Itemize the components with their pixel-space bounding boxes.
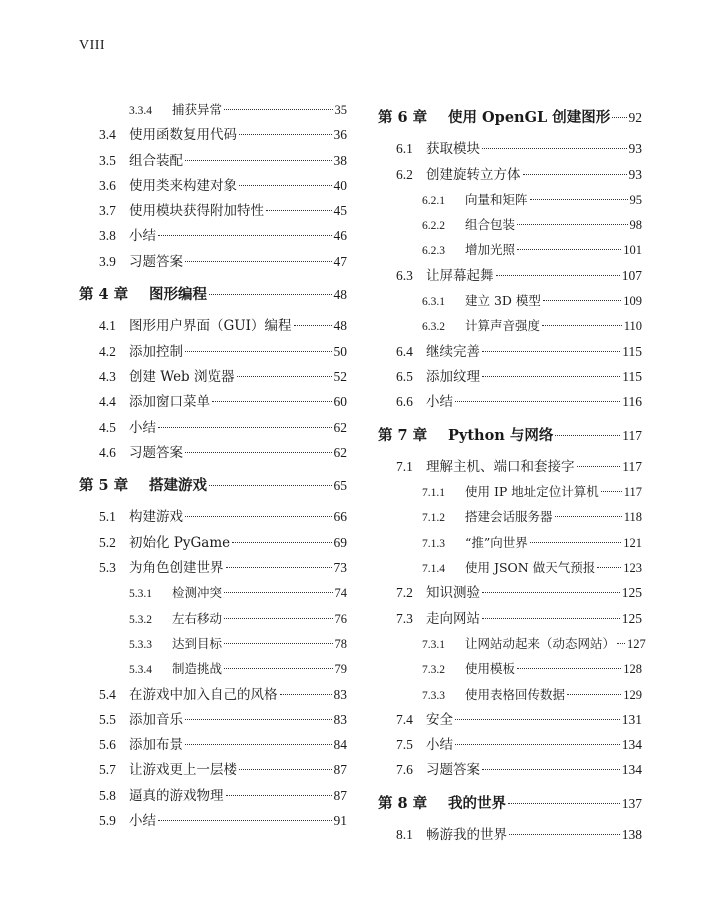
- toc-section-entry: [79, 148, 347, 173]
- toc-entry-title: 左右移动: [172, 610, 223, 626]
- toc-entry-number: 5.3.4: [129, 664, 152, 677]
- toc-leader-dots: [517, 224, 627, 225]
- toc-entry-page: 127: [627, 636, 646, 651]
- toc-entry-number: 3.5: [99, 152, 116, 168]
- toc-leader-dots: [542, 325, 622, 326]
- toc-entry-page: 121: [623, 535, 642, 550]
- toc-entry-number: 第 4 章: [79, 286, 129, 304]
- toc-entry-number: 6.5: [396, 368, 413, 384]
- toc-entry-page: 116: [622, 394, 642, 410]
- toc-entry-page: 91: [333, 813, 347, 829]
- toc-section-entry: [378, 263, 642, 288]
- toc-leader-dots: [482, 351, 620, 352]
- toc-entry-title: 建立 3D 模型: [465, 293, 541, 309]
- toc-entry-number: 6.2.3: [422, 245, 445, 258]
- toc-entry-page: 50: [333, 343, 347, 359]
- toc-entry-title: 使用表格回传数据: [465, 686, 566, 702]
- toc-entry-title: 小结: [426, 737, 453, 754]
- toc-section-entry: [79, 173, 347, 198]
- toc-entry-number: 6.3.2: [422, 321, 445, 334]
- toc-entry-number: 3.3.4: [129, 105, 152, 117]
- toc-section-entry: [79, 415, 347, 440]
- toc-entry-page: 38: [333, 152, 347, 168]
- toc-entry-number: 7.3.2: [422, 664, 445, 677]
- toc-entry-title: 创建旋转立方体: [426, 166, 521, 183]
- toc-entry-title: 使用模板: [465, 661, 516, 677]
- toc-entry-title: 构建游戏: [129, 509, 183, 526]
- toc-entry-title: “推”向世界: [465, 534, 528, 550]
- toc-entry-number: 7.1.2: [422, 512, 445, 525]
- toc-section-entry: [79, 757, 347, 782]
- toc-leader-dots: [530, 199, 628, 200]
- toc-entry-number: 7.4: [396, 711, 413, 727]
- toc-entry-title: 使用类来构建对象: [129, 177, 237, 194]
- toc-entry-page: 69: [333, 534, 347, 550]
- toc-entry-page: 79: [334, 662, 347, 677]
- toc-section-entry: [79, 364, 347, 389]
- toc-entry-page: 115: [622, 368, 642, 384]
- toc-leader-dots: [239, 769, 332, 770]
- toc-entry-title: 理解主机、端口和套接字: [426, 458, 575, 475]
- toc-section-entry: [79, 555, 347, 580]
- toc-entry-number: 3.9: [99, 253, 116, 269]
- toc-leader-dots: [543, 300, 621, 301]
- toc-entry-title: 习题答案: [129, 444, 183, 461]
- toc-section-entry: [79, 707, 347, 732]
- toc-entry-page: 87: [333, 762, 347, 778]
- toc-section-entry: [79, 122, 347, 147]
- toc-entry-page: 76: [334, 611, 347, 626]
- toc-chapter-entry: [79, 282, 347, 307]
- toc-entry-page: 138: [621, 827, 642, 843]
- toc-section-entry: [79, 339, 347, 364]
- toc-leader-dots: [266, 210, 332, 211]
- toc-entry-title: 安全: [426, 711, 453, 728]
- toc-subsection-entry: [79, 606, 347, 631]
- toc-entry-number: 5.3: [99, 560, 116, 576]
- toc-section-entry: [378, 757, 642, 782]
- toc-subsection-entry: [79, 656, 347, 681]
- toc-leader-dots: [482, 148, 627, 149]
- toc-leader-dots: [482, 592, 620, 593]
- toc-entry-title: 使用 IP 地址定位计算机: [465, 484, 599, 500]
- toc-section-entry: [378, 580, 642, 605]
- toc-entry-page: 46: [333, 228, 347, 244]
- toc-entry-page: 45: [333, 203, 347, 219]
- toc-entry-title: 让游戏更上一层楼: [129, 762, 237, 779]
- toc-entry-title: 畅游我的世界: [426, 827, 507, 844]
- toc-entry-number: 5.8: [99, 787, 116, 803]
- toc-entry-number: 4.5: [99, 419, 116, 435]
- toc-leader-dots: [601, 491, 622, 492]
- toc-entry-title: 添加纹理: [426, 368, 480, 385]
- toc-section-entry: [378, 339, 642, 364]
- toc-leader-dots: [226, 795, 332, 796]
- page-number: VIII: [79, 38, 106, 53]
- toc-entry-title: 知识测验: [426, 585, 480, 602]
- toc-entry-title: 使用 OpenGL 创建图形: [448, 109, 611, 126]
- toc-entry-title: 达到目标: [172, 635, 223, 651]
- toc-entry-number: 4.2: [99, 343, 116, 359]
- toc-leader-dots: [517, 668, 621, 669]
- toc-entry-title: 计算声音强度: [465, 318, 541, 334]
- toc-entry-page: 78: [334, 636, 347, 651]
- toc-leader-dots: [577, 466, 621, 467]
- toc-leader-dots: [482, 376, 620, 377]
- toc-entry-number: 5.3.3: [129, 638, 152, 651]
- toc-entry-number: 3.8: [99, 228, 116, 244]
- toc-entry-page: 62: [333, 419, 347, 435]
- toc-entry-page: 101: [623, 243, 642, 258]
- toc-entry-title: 图形编程: [149, 286, 207, 304]
- toc-entry-number: 7.1.1: [422, 487, 445, 500]
- toc-right-column: [378, 97, 646, 847]
- toc-entry-title: 小结: [426, 394, 453, 411]
- toc-entry-number: 5.3.1: [129, 588, 152, 601]
- toc-subsection-entry: [378, 682, 642, 707]
- toc-entry-number: 7.3.3: [422, 689, 445, 702]
- toc-leader-dots: [224, 109, 332, 110]
- toc-section-entry: [79, 313, 347, 338]
- toc-entry-number: 8.1: [396, 827, 413, 843]
- toc-entry-number: 7.6: [396, 762, 413, 778]
- toc-entry-number: 7.5: [396, 737, 413, 753]
- toc-entry-page: 123: [623, 561, 642, 576]
- toc-leader-dots: [185, 261, 332, 262]
- toc-entry-title: 逼真的游戏物理: [129, 787, 224, 804]
- toc-leader-dots: [567, 694, 621, 695]
- toc-section-entry: [378, 364, 642, 389]
- toc-subsection-entry: [378, 530, 642, 555]
- toc-entry-page: 84: [333, 737, 347, 753]
- toc-section-entry: [79, 682, 347, 707]
- toc-subsection-entry: [378, 187, 642, 212]
- toc-entry-title: 使用模块获得附加特性: [129, 203, 264, 220]
- toc-entry-title: 走向网站: [426, 610, 480, 627]
- toc-section-entry: [79, 504, 347, 529]
- toc-entry-number: 5.9: [99, 813, 116, 829]
- toc-entry-page: 107: [621, 267, 642, 283]
- toc-entry-title: 向量和矩阵: [465, 191, 528, 207]
- toc-leader-dots: [158, 820, 332, 821]
- toc-entry-title: 制造挑战: [172, 661, 223, 677]
- toc-entry-title: 搭建会话服务器: [465, 509, 553, 525]
- toc-leader-dots: [224, 643, 332, 644]
- toc-section-entry: [378, 389, 642, 414]
- toc-entry-title: 获取模块: [426, 141, 480, 158]
- toc-subsection-entry: [378, 212, 642, 237]
- toc-leader-dots: [158, 427, 332, 428]
- toc-entry-title: 为角色创建世界: [129, 560, 224, 577]
- toc-leader-dots: [523, 174, 627, 175]
- toc-entry-number: 6.4: [396, 343, 413, 359]
- toc-leader-dots: [158, 235, 332, 236]
- toc-chapter-entry: [378, 423, 642, 448]
- toc-entry-title: 添加布景: [129, 737, 183, 754]
- toc-leader-dots: [209, 294, 332, 295]
- toc-section-entry: [378, 454, 642, 479]
- toc-leader-dots: [455, 744, 620, 745]
- toc-subsection-entry: [378, 288, 642, 313]
- toc-entry-title: 让网站动起来（动态网站）: [465, 635, 616, 651]
- toc-leader-dots: [224, 618, 332, 619]
- toc-entry-page: 48: [333, 318, 347, 334]
- toc-entry-title: 增加光照: [465, 242, 516, 258]
- toc-entry-number: 4.6: [99, 444, 116, 460]
- toc-entry-page: 128: [623, 662, 642, 677]
- toc-entry-number: 5.4: [99, 686, 116, 702]
- toc-leader-dots: [280, 694, 332, 695]
- toc-entry-number: 6.3: [396, 267, 413, 283]
- toc-section-entry: [79, 783, 347, 808]
- toc-entry-number: 7.1.4: [422, 563, 445, 576]
- toc-entry-title: 使用函数复用代码: [129, 127, 237, 144]
- toc-section-entry: [79, 732, 347, 757]
- toc-subsection-entry: [378, 504, 642, 529]
- toc-entry-title: 图形用户界面（GUI）编程: [129, 318, 292, 335]
- toc-entry-page: 40: [333, 177, 347, 193]
- toc-entry-page: 125: [621, 585, 642, 601]
- toc-entry-number: 第 8 章: [378, 794, 428, 812]
- toc-leader-dots: [517, 249, 621, 250]
- toc-entry-page: 131: [621, 711, 642, 727]
- toc-section-entry: [378, 822, 642, 847]
- toc-entry-page: 66: [333, 509, 347, 525]
- toc-subsection-entry: [79, 580, 347, 605]
- toc-entry-page: 117: [622, 458, 642, 474]
- toc-entry-number: 第 6 章: [378, 109, 428, 126]
- toc-section-entry: [79, 389, 347, 414]
- toc-entry-number: 4.3: [99, 368, 116, 384]
- toc-entry-number: 3.4: [99, 127, 116, 143]
- toc-entry-page: 118: [623, 510, 642, 525]
- toc-leader-dots: [239, 185, 332, 186]
- toc-leader-dots: [185, 719, 332, 720]
- toc-entry-number: 6.6: [396, 394, 413, 410]
- toc-entry-number: 7.1.3: [422, 537, 445, 550]
- toc-entry-page: 65: [333, 478, 347, 494]
- toc-leader-dots: [555, 516, 622, 517]
- toc-entry-title: 添加音乐: [129, 711, 183, 728]
- toc-leader-dots: [617, 643, 625, 644]
- toc-entry-page: 35: [334, 103, 347, 117]
- toc-leader-dots: [455, 401, 620, 402]
- toc-leader-dots: [185, 744, 332, 745]
- toc-entry-page: 92: [628, 110, 642, 125]
- toc-entry-number: 4.1: [99, 318, 116, 334]
- toc-entry-page: 83: [333, 711, 347, 727]
- toc-entry-title: 习题答案: [129, 253, 183, 270]
- toc-entry-number: 7.1: [396, 458, 413, 474]
- toc-entry-page: 134: [621, 762, 642, 778]
- toc-entry-title: 我的世界: [448, 794, 506, 812]
- toc-entry-title: 初始化 PyGame: [129, 534, 231, 551]
- toc-entry-title: 让屏幕起舞: [426, 267, 494, 284]
- toc-leader-dots: [224, 668, 332, 669]
- toc-entry-title: 组合包装: [465, 217, 516, 233]
- toc-leader-dots: [209, 485, 332, 486]
- toc-entry-number: 第 7 章: [378, 426, 428, 444]
- toc-entry-title: 检测冲突: [172, 585, 223, 601]
- toc-entry-number: 3.7: [99, 203, 116, 219]
- toc-leader-dots: [185, 516, 332, 517]
- toc-entry-title: 添加窗口菜单: [129, 394, 210, 411]
- toc-entry-page: 62: [333, 444, 347, 460]
- toc-entry-page: 47: [333, 253, 347, 269]
- toc-leader-dots: [185, 452, 332, 453]
- toc-section-entry: [378, 732, 642, 757]
- toc-leader-dots: [612, 117, 626, 118]
- toc-subsection-entry: [378, 631, 646, 656]
- toc-entry-number: 5.2: [99, 534, 116, 550]
- toc-chapter-entry: [378, 791, 642, 816]
- toc-entry-page: 87: [333, 787, 347, 803]
- toc-entry-number: 4.4: [99, 394, 116, 410]
- toc-subsection-entry: [378, 313, 642, 338]
- toc-leader-dots: [237, 376, 332, 377]
- toc-leader-dots: [482, 618, 620, 619]
- toc-entry-number: 第 5 章: [79, 477, 129, 495]
- toc-entry-page: 109: [623, 294, 642, 309]
- toc-section-entry: [79, 198, 347, 223]
- toc-leader-dots: [212, 401, 332, 402]
- toc-entry-page: 134: [621, 737, 642, 753]
- toc-entry-title: 继续完善: [426, 343, 480, 360]
- toc-section-entry: [378, 136, 642, 161]
- toc-subsection-entry: [378, 555, 642, 580]
- toc-entry-title: 使用 JSON 做天气预报: [465, 560, 596, 576]
- toc-entry-number: 5.7: [99, 762, 116, 778]
- toc-subsection-entry: [378, 237, 642, 262]
- toc-entry-page: 115: [622, 343, 642, 359]
- toc-chapter-entry: [79, 473, 347, 498]
- toc-entry-number: 5.3.2: [129, 613, 152, 626]
- toc-entry-page: 60: [333, 394, 347, 410]
- toc-entry-title: 创建 Web 浏览器: [129, 368, 235, 385]
- toc-chapter-entry: [378, 105, 642, 130]
- toc-leader-dots: [496, 275, 620, 276]
- toc-entry-title: 组合装配: [129, 152, 183, 169]
- toc-entry-page: 74: [334, 586, 347, 601]
- toc-section-entry: [79, 223, 347, 248]
- toc-entry-title: 小结: [129, 419, 156, 436]
- toc-section-entry: [79, 530, 347, 555]
- toc-leader-dots: [185, 351, 332, 352]
- toc-entry-page: 129: [623, 687, 642, 702]
- toc-leader-dots: [226, 567, 332, 568]
- toc-entry-number: 6.1: [396, 141, 413, 157]
- toc-entry-number: 6.3.1: [422, 296, 445, 309]
- toc-entry-number: 7.2: [396, 585, 413, 601]
- toc-section-entry: [79, 440, 347, 465]
- toc-leader-dots: [455, 719, 620, 720]
- toc-entry-number: 6.2: [396, 166, 413, 182]
- toc-entry-page: 95: [629, 192, 642, 207]
- toc-subsection-entry: [378, 656, 642, 681]
- toc-leader-dots: [509, 834, 620, 835]
- toc-entry-title: Python 与网络: [448, 426, 554, 444]
- toc-leader-dots: [294, 325, 332, 326]
- toc-entry-page: 110: [623, 319, 642, 334]
- toc-leader-dots: [185, 160, 332, 161]
- toc-entry-page: 125: [621, 610, 642, 626]
- toc-entry-title: 习题答案: [426, 762, 480, 779]
- toc-entry-number: 3.6: [99, 177, 116, 193]
- toc-subsection-entry: [79, 631, 347, 656]
- toc-section-entry: [378, 162, 642, 187]
- toc-entry-number: 5.1: [99, 509, 116, 525]
- toc-subsection-entry: [378, 479, 642, 504]
- toc-entry-title: 在游戏中加入自己的风格: [129, 686, 278, 703]
- toc-entry-page: 98: [629, 218, 642, 233]
- toc-leader-dots: [482, 769, 620, 770]
- toc-entry-page: 83: [333, 686, 347, 702]
- toc-entry-number: 5.5: [99, 711, 116, 727]
- toc-leader-dots: [530, 542, 621, 543]
- toc-leader-dots: [508, 803, 620, 804]
- toc-entry-page: 93: [628, 166, 642, 182]
- toc-leader-dots: [232, 542, 331, 543]
- toc-entry-title: 捕获异常: [172, 102, 223, 117]
- toc-entry-title: 小结: [129, 813, 156, 830]
- toc-entry-number: 5.6: [99, 737, 116, 753]
- toc-section-entry: [378, 606, 642, 631]
- toc-entry-title: 小结: [129, 228, 156, 245]
- toc-entry-title: 搭建游戏: [149, 477, 207, 495]
- toc-left-column: [79, 97, 347, 833]
- toc-subsection-entry: [79, 97, 347, 122]
- toc-entry-number: 7.3: [396, 610, 413, 626]
- toc-entry-page: 117: [623, 485, 642, 500]
- toc-entry-page: 137: [621, 795, 642, 811]
- toc-leader-dots: [239, 134, 332, 135]
- toc-leader-dots: [555, 435, 620, 436]
- toc-leader-dots: [224, 592, 332, 593]
- toc-section-entry: [79, 808, 347, 833]
- toc-section-entry: [378, 707, 642, 732]
- toc-leader-dots: [597, 567, 621, 568]
- toc-entry-title: 添加控制: [129, 343, 183, 360]
- toc-entry-page: 73: [333, 560, 347, 576]
- toc-entry-page: 52: [333, 368, 347, 384]
- toc-entry-number: 7.3.1: [422, 638, 445, 651]
- toc-entry-page: 93: [628, 141, 642, 157]
- toc-section-entry: [79, 249, 347, 274]
- toc-entry-number: 6.2.1: [422, 194, 445, 207]
- toc-entry-page: 117: [622, 427, 642, 443]
- toc-entry-page: 36: [333, 127, 347, 143]
- toc-entry-number: 6.2.2: [422, 220, 445, 233]
- toc-entry-page: 48: [333, 287, 347, 303]
